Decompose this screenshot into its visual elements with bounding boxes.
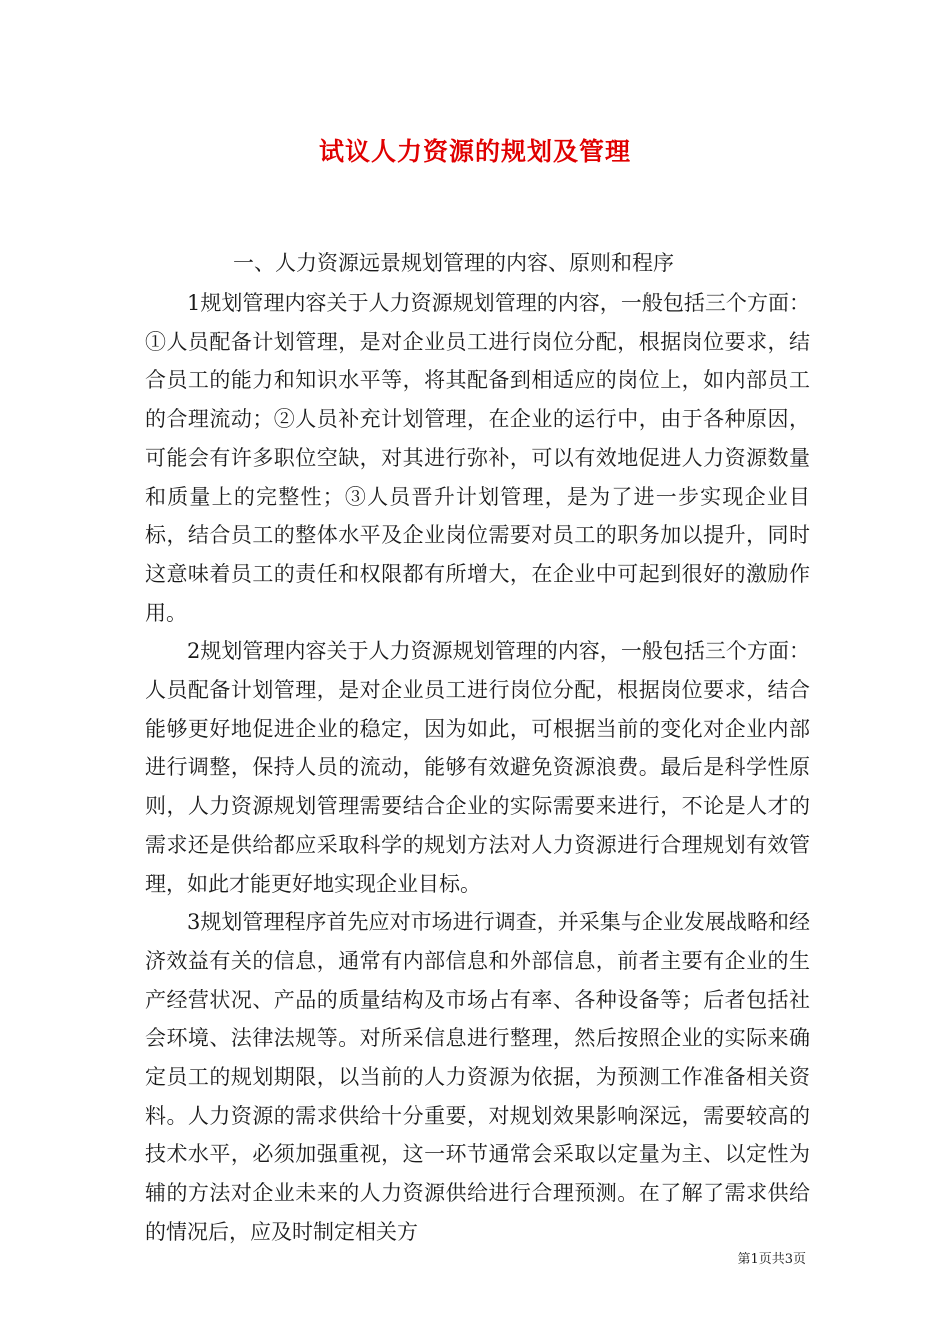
paragraph-1: 1规划管理内容关于人力资源规划管理的内容，一般包括三个方面：①人员配备计划管理，是对企业员工进行岗位分配，根据岗位要求，结合员工的能力和知识水平等，将其配备到相适应的岗位上，如内部员工的合理流动；②人员补充计划管理，在企业的运行中，由于各种原因，可能会有许多职位空缺，对其进行弥补，可以有效地促进人力资源数量和质量上的完整性；③人员晋升计划管理，是为了进一步实现企业目标，结合员工的整体水平及企业岗位需要对员工的职务加以提升，同时这意味着员工的责任和权限都有所增大，在企业中可起到很好的激励作用。 <box>145 291 810 625</box>
page-number-footer: 第1页共3页 <box>737 1252 806 1267</box>
section-heading: 一、人力资源远景规划管理的内容、原则和程序 <box>233 251 674 275</box>
paragraph-3: 3规划管理程序首先应对市场进行调查，并采集与企业发展战略和经济效益有关的信息，通常有内部信息和外部信息，前者主要有企业的生产经营状况、产品的质量结构及市场占有率、各种设备等；后者包括社会环境、法律法规等。对所采信息进行整理，然后按照企业的实际来确定员工的规划期限，以当前的人力资源为依据，为预测工作准备相关资料。人力资源的需求供给十分重要，对规划效果影响深远，需要较高的技术水平，必须加强重视，这一环节通常会采取以定量为主、以定性为辅的方法对企业未来的人力资源供给进行合理预测。在了解了需求供给的情况后，应及时制定相关方 <box>145 910 810 1244</box>
paragraph-2: 2规划管理内容关于人力资源规划管理的内容，一般包括三个方面：人员配备计划管理，是对企业员工进行岗位分配，根据岗位要求，结合能够更好地促进企业的稳定，因为如此，可根据当前的变化对企业内部进行调整，保持人员的流动，能够有效避免资源浪费。最后是科学性原则，人力资源规划管理需要结合企业的实际需要来进行，不论是人才的需求还是供给都应采取科学的规划方法对人力资源进行合理规划有效管理，如此才能更好地实现企业目标。 <box>145 639 810 896</box>
document-title: 试议人力资源的规划及管理 <box>318 137 631 166</box>
document-body <box>145 246 810 1252</box>
